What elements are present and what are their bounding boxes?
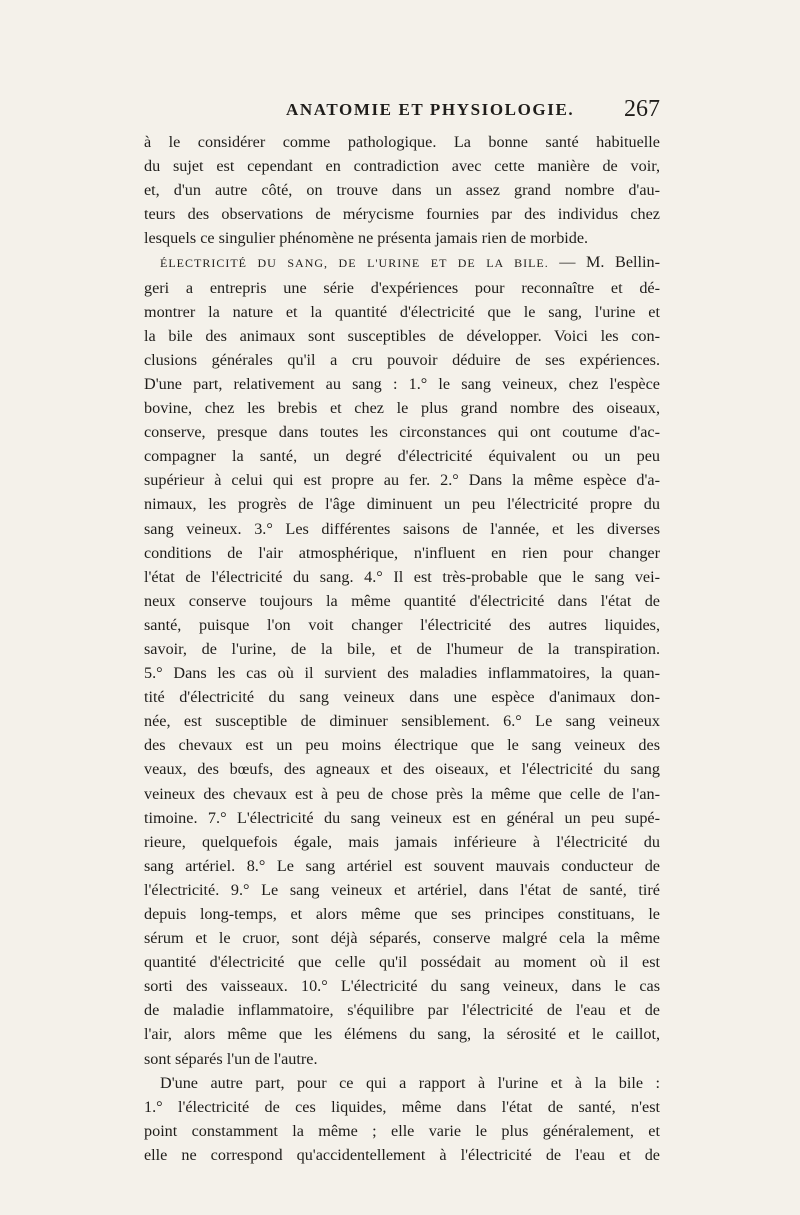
page-number: 267	[624, 96, 660, 122]
text-line: sorti des vaisseaux. 10.° L'électricité du sang veineux, dans le cas	[144, 977, 660, 996]
text-line: tité d'électricité du sang veineux dans une espèce d'animaux don-	[144, 688, 660, 707]
text-line: de maladie inflammatoire, s'équilibre par l'électricité de l'eau et de	[144, 1001, 660, 1020]
text-line: l'état de l'électricité du sang. 4.° Il est très-probable que le sang vei-	[144, 567, 660, 586]
text-line: D'une autre part, pour ce qui a rapport à l'urine et à la bile :	[160, 1073, 660, 1092]
text-line: santé, puisque l'on voit changer l'électricité des autres liquides,	[144, 615, 660, 634]
text-line: des chevaux est un peu moins électrique que le sang veineux des	[144, 736, 660, 755]
text-line: point constamment la même ; elle varie le plus généralement, et	[144, 1121, 660, 1140]
text-line: montrer la nature et la quantité d'électricité que le sang, l'urine et	[144, 302, 660, 321]
text-line: timoine. 7.° L'électricité du sang veineux est en général un peu supé-	[144, 808, 660, 827]
section-heading: ÉLECTRICITÉ DU SANG, DE L'URINE ET DE LA BILE.	[160, 256, 560, 271]
text-line: 5.° Dans les cas où il survient des maladies inflammatoires, la quan-	[144, 664, 660, 683]
text-line: conditions de l'air atmosphérique, n'influent en rien pour changer	[144, 543, 660, 562]
text-line: l'air, alors même que les élémens du sang, la sérosité et le caillot,	[144, 1025, 660, 1044]
text-line: sang veineux. 3.° Les différentes saisons de l'année, et les diverses	[144, 519, 660, 538]
text-line: du sujet est cependant en contradiction avec cette manière de voir,	[144, 157, 660, 176]
text-line: conserve, presque dans toutes les circonstances qui ont coutume d'ac-	[144, 423, 660, 442]
text-line: geri a entrepris une série d'expériences pour reconnaître et dé-	[144, 278, 660, 297]
text-line: teurs des observations de mérycisme fournies par des individus chez	[144, 205, 660, 224]
text-line: la bile des animaux sont susceptibles de développer. Voici les con-	[144, 326, 660, 345]
text-line: supérieur à celui qui est propre au fer. 2.° Dans la même espèce d'a-	[144, 471, 660, 490]
text-line: 1.° l'électricité de ces liquides, même dans l'état de santé, n'est	[144, 1097, 660, 1116]
text-line: lesquels ce singulier phénomène ne présenta jamais rien de morbide.	[144, 229, 589, 248]
text-line: bovine, chez les brebis et chez le plus grand nombre des oiseaux,	[144, 399, 660, 418]
text-line: ÉLECTRICITÉ DU SANG, DE L'URINE ET DE LA BILE. — M. Bellin-	[160, 253, 660, 272]
text-line: depuis long-temps, et alors même que ses principes constituans, le	[144, 905, 660, 923]
text-line: elle ne correspond qu'accidentellement à l'électricité de l'eau et de	[144, 1145, 660, 1164]
text-line: veineux des chevaux est à peu de chose près la même que celle de l'an-	[144, 784, 660, 803]
page-header	[146, 96, 660, 126]
text-line: D'une part, relativement au sang : 1.° le sang veineux, chez l'espèce	[144, 374, 660, 393]
text-line: à le considérer comme pathologique. La bonne santé habituelle	[144, 133, 660, 151]
text-line: née, est susceptible de diminuer sensiblement. 6.° Le sang veineux	[144, 712, 660, 731]
text-line: savoir, de l'urine, de la bile, et de l'humeur de la transpiration.	[144, 639, 660, 658]
body-text	[144, 130, 660, 1167]
text-line: l'électricité. 9.° Le sang veineux et artériel, dans l'état de santé, tiré	[144, 880, 660, 899]
text-line: compagner la santé, un degré d'électricité équivalent ou un peu	[144, 447, 660, 466]
text-line: clusions générales qu'il a cru pouvoir déduire de ses expériences.	[144, 350, 660, 369]
text-line: sérum et le cruor, sont déjà séparés, conserve malgré cela la même	[144, 929, 660, 948]
text-line: quantité d'électricité que celle qu'il possédait au moment où il est	[144, 953, 660, 972]
text-line: sang artériel. 8.° Le sang artériel est souvent mauvais conducteur de	[144, 856, 660, 875]
text-line: veaux, des bœufs, des agneaux et des oiseaux, et l'électricité du sang	[144, 760, 660, 779]
text-line: neux conserve toujours la même quantité d'électricité dans l'état de	[144, 591, 660, 610]
text-line: sont séparés l'un de l'autre.	[144, 1049, 318, 1068]
running-head: ANATOMIE ET PHYSIOLOGIE.	[286, 100, 575, 119]
text-line: nimaux, les progrès de l'âge diminuent un peu l'électricité propre du	[144, 495, 660, 514]
text-line: et, d'un autre côté, on trouve dans un assez grand nombre d'au-	[144, 181, 660, 200]
text-line: rieure, quelquefois égale, mais jamais inférieure à l'électricité du	[144, 832, 660, 851]
